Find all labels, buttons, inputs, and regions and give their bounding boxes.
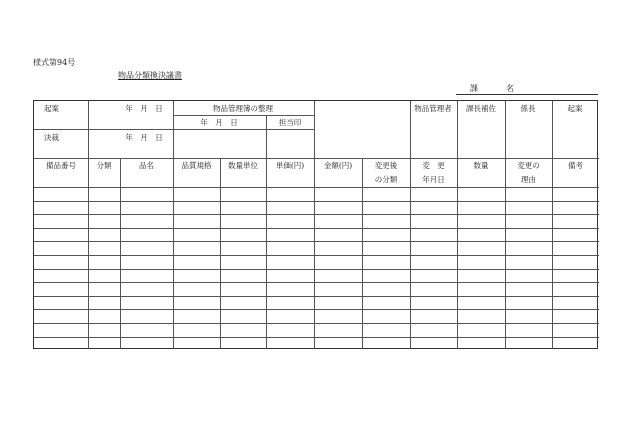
- table-cell[interactable]: [36, 230, 86, 241]
- column-rule: [362, 158, 363, 349]
- table-cell[interactable]: [90, 298, 118, 309]
- approval-col-divider: [173, 101, 174, 158]
- table-cell[interactable]: [122, 298, 171, 309]
- table-cell[interactable]: [507, 243, 550, 254]
- table-cell[interactable]: [554, 216, 597, 227]
- table-cell[interactable]: [412, 257, 455, 268]
- table-cell[interactable]: [175, 243, 218, 254]
- table-cell[interactable]: [507, 311, 550, 322]
- table-cell[interactable]: [459, 230, 503, 241]
- decision-form-sheet: [33, 100, 598, 349]
- table-cell[interactable]: [122, 189, 171, 200]
- column-header: 変 更: [422, 161, 445, 170]
- table-cell[interactable]: [268, 216, 312, 227]
- table-cell[interactable]: [364, 325, 408, 336]
- table-cell[interactable]: [122, 257, 171, 268]
- table-cell[interactable]: [554, 243, 597, 254]
- table-cell[interactable]: [90, 257, 118, 268]
- table-cell[interactable]: [554, 284, 597, 295]
- table-cell[interactable]: [459, 216, 503, 227]
- table-cell[interactable]: [364, 339, 408, 350]
- row-rule: [34, 296, 599, 297]
- column-header: 品名: [139, 161, 154, 170]
- column-header: 数量: [473, 161, 489, 170]
- approval-col-divider: [88, 101, 89, 158]
- table-cell[interactable]: [316, 284, 360, 295]
- table-cell[interactable]: [459, 284, 503, 295]
- table-cell[interactable]: [316, 298, 360, 309]
- form-number: 様式第94号: [33, 58, 76, 67]
- table-cell[interactable]: [90, 325, 118, 336]
- approval-col-divider: [552, 101, 553, 158]
- column-header: 数量単位: [228, 161, 258, 170]
- table-cell[interactable]: [90, 189, 118, 200]
- column-rule: [220, 158, 221, 349]
- approval-col-divider: [410, 101, 411, 158]
- table-cell[interactable]: [222, 325, 264, 336]
- row-rule: [34, 337, 599, 338]
- table-cell[interactable]: [90, 203, 118, 214]
- table-cell[interactable]: [459, 203, 503, 214]
- table-cell[interactable]: [36, 257, 86, 268]
- row-rule: [34, 309, 599, 310]
- table-cell[interactable]: [412, 284, 455, 295]
- table-cell[interactable]: [459, 257, 503, 268]
- table-cell[interactable]: [507, 257, 550, 268]
- column-header: 分類: [96, 161, 112, 170]
- table-cell[interactable]: [554, 203, 597, 214]
- table-cell[interactable]: [412, 271, 455, 282]
- table-cell[interactable]: [122, 203, 171, 214]
- table-cell[interactable]: [36, 216, 86, 227]
- row-rule: [34, 269, 599, 270]
- row-rule: [34, 201, 599, 202]
- table-cell[interactable]: [316, 257, 360, 268]
- table-cell[interactable]: [316, 311, 360, 322]
- table-cell[interactable]: [554, 311, 597, 322]
- table-cell[interactable]: [412, 311, 455, 322]
- table-cell[interactable]: [316, 339, 360, 350]
- table-cell[interactable]: [507, 189, 550, 200]
- table-cell[interactable]: [36, 203, 86, 214]
- table-cell[interactable]: [175, 203, 218, 214]
- table-cell[interactable]: [554, 298, 597, 309]
- table-cell[interactable]: [268, 189, 312, 200]
- kian-label: 起案: [44, 104, 59, 113]
- table-cell[interactable]: [459, 325, 503, 336]
- table-cell[interactable]: [268, 311, 312, 322]
- table-cell[interactable]: [222, 189, 264, 200]
- table-cell[interactable]: [90, 271, 118, 282]
- column-rule: [457, 158, 458, 349]
- column-rule: [266, 158, 267, 349]
- table-cell[interactable]: [316, 189, 360, 200]
- table-cell[interactable]: [507, 339, 550, 350]
- table-cell[interactable]: [412, 203, 455, 214]
- table-cell[interactable]: [316, 230, 360, 241]
- column-header: 備品番号: [46, 161, 76, 170]
- document-title: 物品分類換決議書: [118, 71, 182, 80]
- table-cell[interactable]: [268, 298, 312, 309]
- kian-date[interactable]: 年 月 日: [125, 104, 163, 113]
- column-header: 単価(円): [275, 161, 305, 170]
- table-cell[interactable]: [316, 271, 360, 282]
- table-top-rule: [34, 158, 599, 159]
- table-cell[interactable]: [268, 230, 312, 241]
- table-cell[interactable]: [507, 271, 550, 282]
- table-cell[interactable]: [222, 216, 264, 227]
- table-cell[interactable]: [175, 325, 218, 336]
- ledger-header: 物品管理簿の整理: [213, 104, 273, 113]
- table-cell[interactable]: [122, 230, 171, 241]
- table-cell[interactable]: [554, 257, 597, 268]
- table-cell[interactable]: [122, 311, 171, 322]
- table-cell[interactable]: [459, 298, 503, 309]
- table-cell[interactable]: [36, 243, 86, 254]
- table-cell[interactable]: [364, 298, 408, 309]
- table-cell[interactable]: [412, 216, 455, 227]
- table-cell[interactable]: [36, 311, 86, 322]
- table-cell[interactable]: [36, 325, 86, 336]
- column-rule: [314, 158, 315, 349]
- kessai-date[interactable]: 年 月 日: [125, 133, 163, 142]
- column-header: 理由: [521, 175, 536, 184]
- row-rule: [34, 255, 599, 256]
- row-rule: [34, 214, 599, 215]
- table-cell[interactable]: [412, 339, 455, 350]
- table-cell[interactable]: [554, 189, 597, 200]
- officer-subsection-chief[interactable]: 係長: [520, 104, 536, 113]
- column-rule: [505, 158, 506, 349]
- table-cell[interactable]: [175, 298, 218, 309]
- table-cell[interactable]: [459, 243, 503, 254]
- table-cell[interactable]: [222, 243, 264, 254]
- table-cell[interactable]: [36, 189, 86, 200]
- table-cell[interactable]: [90, 284, 118, 295]
- table-cell[interactable]: [90, 230, 118, 241]
- approval-col-divider: [505, 101, 506, 158]
- column-rule: [120, 158, 121, 349]
- ledger-seal[interactable]: 担当印: [278, 118, 302, 127]
- table-cell[interactable]: [364, 243, 408, 254]
- table-cell[interactable]: [316, 216, 360, 227]
- table-cell[interactable]: [222, 339, 264, 350]
- table-cell[interactable]: [90, 243, 118, 254]
- table-cell[interactable]: [122, 339, 171, 350]
- table-cell[interactable]: [554, 325, 597, 336]
- table-cell[interactable]: [507, 298, 550, 309]
- table-cell[interactable]: [316, 203, 360, 214]
- table-cell[interactable]: [412, 298, 455, 309]
- table-cell[interactable]: [90, 311, 118, 322]
- table-cell[interactable]: [175, 284, 218, 295]
- table-cell[interactable]: [364, 284, 408, 295]
- kessai-label: 決裁: [44, 133, 59, 142]
- table-cell[interactable]: [36, 284, 86, 295]
- table-cell[interactable]: [122, 325, 171, 336]
- table-cell[interactable]: [222, 271, 264, 282]
- section-label: 課 名: [470, 84, 524, 93]
- table-cell[interactable]: [412, 243, 455, 254]
- row-rule: [34, 241, 599, 242]
- section-field[interactable]: [456, 83, 598, 95]
- table-cell[interactable]: [459, 189, 503, 200]
- table-cell[interactable]: [364, 189, 408, 200]
- table-cell[interactable]: [554, 339, 597, 350]
- column-header: 年月日: [422, 175, 445, 184]
- table-cell[interactable]: [36, 271, 86, 282]
- table-cell[interactable]: [175, 311, 218, 322]
- row-rule: [34, 187, 599, 188]
- table-cell[interactable]: [364, 203, 408, 214]
- row-rule: [34, 228, 599, 229]
- officer-drafter[interactable]: 起案: [567, 104, 583, 113]
- column-rule: [88, 158, 89, 349]
- table-cell[interactable]: [268, 257, 312, 268]
- table-cell[interactable]: [36, 339, 86, 350]
- table-cell[interactable]: [122, 271, 171, 282]
- column-header: 品質規格: [181, 161, 212, 170]
- table-cell[interactable]: [554, 271, 597, 282]
- table-cell[interactable]: [222, 203, 264, 214]
- table-cell[interactable]: [175, 216, 218, 227]
- table-cell[interactable]: [222, 311, 264, 322]
- table-cell[interactable]: [268, 243, 312, 254]
- column-rule: [173, 158, 174, 349]
- ledger-date[interactable]: 年 月 日: [200, 118, 238, 127]
- table-cell[interactable]: [90, 339, 118, 350]
- officer-deputy-chief[interactable]: 課長補佐: [466, 104, 496, 113]
- table-cell[interactable]: [122, 243, 171, 254]
- table-cell[interactable]: [364, 311, 408, 322]
- column-header: の分類: [374, 175, 398, 184]
- table-cell[interactable]: [122, 216, 171, 227]
- table-cell[interactable]: [316, 325, 360, 336]
- table-cell[interactable]: [268, 339, 312, 350]
- table-cell[interactable]: [412, 230, 455, 241]
- table-cell[interactable]: [175, 339, 218, 350]
- table-cell[interactable]: [507, 216, 550, 227]
- column-header: 金額(円): [323, 161, 353, 170]
- table-cell[interactable]: [222, 284, 264, 295]
- table-cell[interactable]: [268, 284, 312, 295]
- row-rule: [34, 282, 599, 283]
- table-cell[interactable]: [175, 271, 218, 282]
- approval-col-divider: [457, 101, 458, 158]
- table-cell[interactable]: [175, 189, 218, 200]
- row-rule: [34, 323, 599, 324]
- table-cell[interactable]: [316, 243, 360, 254]
- table-cell[interactable]: [364, 257, 408, 268]
- table-cell[interactable]: [90, 216, 118, 227]
- table-cell[interactable]: [507, 284, 550, 295]
- column-rule: [410, 158, 411, 349]
- table-cell[interactable]: [175, 257, 218, 268]
- table-cell[interactable]: [222, 257, 264, 268]
- table-cell[interactable]: [412, 189, 455, 200]
- table-cell[interactable]: [268, 203, 312, 214]
- column-header: 変更後: [374, 161, 398, 170]
- ledger-divider: [173, 115, 314, 116]
- column-header: 変更の: [517, 161, 540, 170]
- column-rule: [552, 158, 553, 349]
- approval-col-divider: [314, 101, 315, 158]
- table-cell[interactable]: [412, 325, 455, 336]
- table-cell[interactable]: [459, 339, 503, 350]
- table-cell[interactable]: [364, 271, 408, 282]
- officer-manager[interactable]: 物品管理者: [414, 104, 452, 113]
- table-cell[interactable]: [268, 271, 312, 282]
- table-cell[interactable]: [122, 284, 171, 295]
- table-cell[interactable]: [554, 230, 597, 241]
- table-cell[interactable]: [36, 298, 86, 309]
- table-cell[interactable]: [507, 325, 550, 336]
- table-cell[interactable]: [364, 230, 408, 241]
- table-cell[interactable]: [459, 271, 503, 282]
- approval-col-divider: [266, 115, 267, 158]
- table-cell[interactable]: [364, 216, 408, 227]
- table-cell[interactable]: [222, 230, 264, 241]
- table-cell[interactable]: [459, 311, 503, 322]
- column-header: 備考: [568, 161, 583, 170]
- table-cell[interactable]: [222, 298, 264, 309]
- table-cell[interactable]: [507, 230, 550, 241]
- table-cell[interactable]: [175, 230, 218, 241]
- approval-divider: [34, 129, 314, 130]
- table-cell[interactable]: [507, 203, 550, 214]
- table-cell[interactable]: [268, 325, 312, 336]
